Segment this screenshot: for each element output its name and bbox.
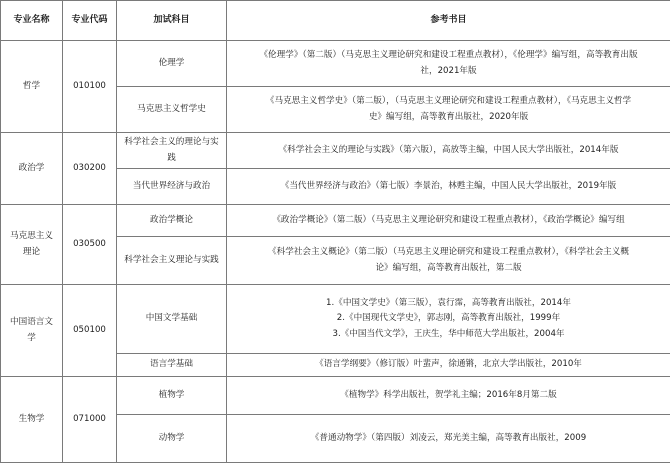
subject-cell: 科学社会主义的理论与实践 [117,133,227,169]
books-line: 史》编写组，高等教育出版社，2020年版 [232,110,665,125]
table-row [1,377,670,415]
books-cell [227,169,670,205]
subject-cell: 马克思主义哲学史 [117,87,227,133]
books-cell [227,87,670,133]
major-cell: 马克思主义理论 [1,205,63,285]
books-line: 《当代世界经济与政治》（第七版）李景治，林甦主编，中国人民大学出版社，2019年版 [232,179,665,194]
books-line: 3.《中国当代文学》，王庆生，华中师范大学出版社，2004年 [232,327,665,342]
table-row [1,205,670,237]
header-books: 参考书目 [227,1,670,41]
books-cell [227,415,670,463]
books-line: 论》编写组，高等教育出版社，第二版 [232,261,665,276]
books-cell [227,41,670,87]
books-cell [227,377,670,415]
table-row [1,285,670,354]
header-code: 专业代码 [63,1,117,41]
subject-cell: 当代世界经济与政治 [117,169,227,205]
books-line: 《科学社会主义的理论与实践》（第六版），高放等主编，中国人民大学出版社，2014年版 [232,143,665,158]
code-cell: 071000 [63,377,117,463]
code-cell: 050100 [63,285,117,377]
major-cell: 政治学 [1,133,63,205]
code-cell: 010100 [63,41,117,133]
books-line: 《语言学纲要》（修订版）叶蜚声，徐通锵，北京大学出版社，2010年 [232,357,665,372]
code-cell: 030200 [63,133,117,205]
books-cell [227,133,670,169]
books-line: 《政治学概论》（第二版）（马克思主义理论研究和建设工程重点教材），《政治学概论》编写组 [232,213,665,228]
books-line: 《马克思主义哲学史》（第二版），（马克思主义理论研究和建设工程重点教材），《马克思主义哲学 [232,94,665,109]
books-line: 《伦理学》（第二版）（马克思主义理论研究和建设工程重点教材），《伦理学》编写组，高等教育出版 [232,48,665,63]
code-cell: 030500 [63,205,117,285]
books-line: 社，2021年版 [232,64,665,79]
subject-cell: 伦理学 [117,41,227,87]
books-line: 《科学社会主义概论》（第二版）（马克思主义理论研究和建设工程重点教材），《科学社会主义概 [232,245,665,260]
books-cell [227,237,670,285]
subject-cell: 中国文学基础 [117,285,227,354]
table-header-row [1,1,670,41]
header-major: 专业名称 [1,1,63,41]
books-cell [227,285,670,354]
books-cell [227,354,670,377]
books-line: 1.《中国文学史》（第三版），袁行霈，高等教育出版社，2014年 [232,296,665,311]
major-cell: 哲学 [1,41,63,133]
major-cell: 生物学 [1,377,63,463]
books-cell [227,205,670,237]
table-row [1,41,670,87]
header-subject: 加试科目 [117,1,227,41]
subject-cell: 政治学概论 [117,205,227,237]
books-line: 《普通动物学》（第四版）刘凌云，郑光美主编，高等教育出版社，2009 [232,431,665,446]
books-line: 《植物学》科学出版社，贺学礼主编；2016年8月第二版 [232,388,665,403]
major-cell: 中国语言文学 [1,285,63,377]
subject-cell: 植物学 [117,377,227,415]
subject-cell: 科学社会主义理论与实践 [117,237,227,285]
books-line: 2.《中国现代文学史》，郭志刚，高等教育出版社，1999年 [232,311,665,326]
subject-cell: 动物学 [117,415,227,463]
subject-cell: 语言学基础 [117,354,227,377]
table-row [1,133,670,169]
